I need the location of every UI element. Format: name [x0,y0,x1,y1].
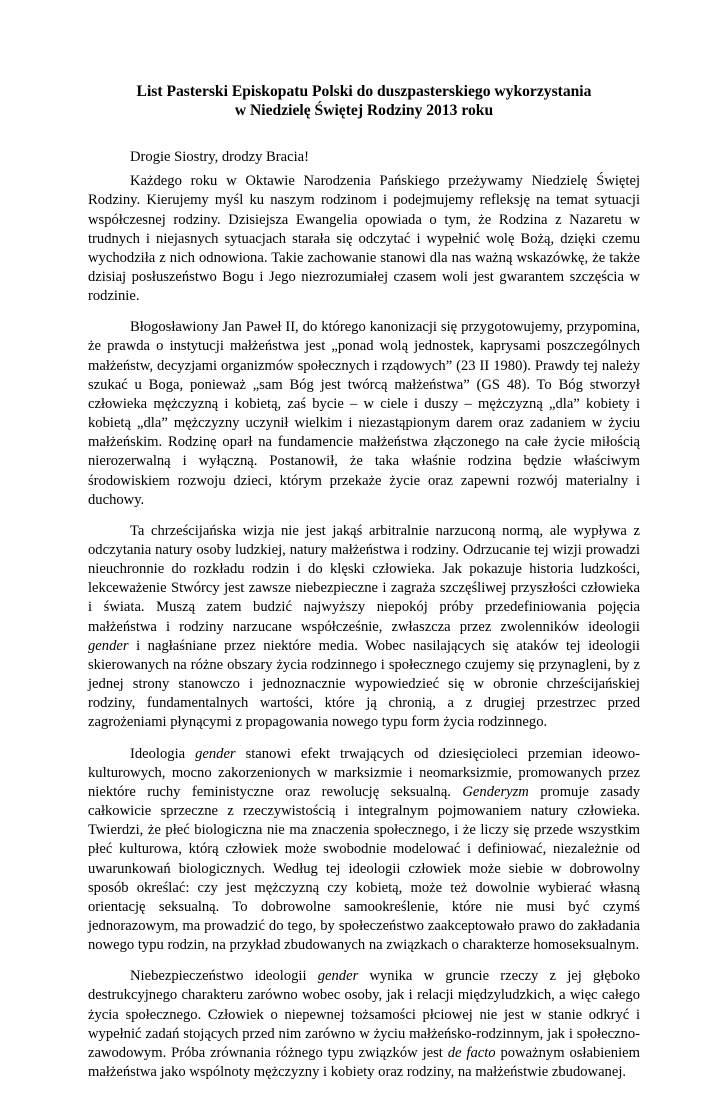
paragraph-4 [88,745,640,956]
paragraph-4-italic-2: Genderyzm [462,783,529,800]
paragraph-4-text-c: promuje zasady całkowicie sprzeczne z rzeczywistością i integralnym pojmowaniem natury człowieka. Twierdzi, że płeć biologiczna nie ma znaczenia społecznego, i że liczy się przede wszystkim płeć kulturowa, którą człowiek może swobodnie modelować i definiować, niezależnie od uwarunkowań biologicznych. Według tej ideologii człowiek może siebie w dobrowolny sposób określać: czy jest mężczyzną czy kobietą, może też dowolnie wybierać własną orientację seksualną. To dobrowolne samookreślenie, które nie musi być czymś jednorazowym, ma prowadzić do tego, by społeczeństwo zaakceptowało prawo do zakładania nowego typu rodzin, na przykład zbudowanych na związkach o charakterze homoseksualnym. [88,783,640,954]
title-line-1: List Pasterski Episkopatu Polski do duszpasterskiego wykorzystania [136,83,592,100]
paragraph-4-text-a: Ideologia [130,745,196,762]
paragraph-5-italic-2: de facto [447,1044,496,1061]
paragraph-5-text-c: poważnym osłabieniem małżeństwa jako wspólnoty mężczyzny i kobiety oraz rodziny, na małżeństwie zbudowanej. [88,1044,640,1081]
greeting: Drogie Siostry, drodzy Bracia! [130,149,309,165]
paragraph-5-italic-1: gender [317,968,359,985]
paragraph-3-text-a: Ta chrześcijańska wizja nie jest jakąś arbitralnie narzuconą normą, ale wypływa z odczytania natury osoby ludzkiej, natury małżeństwa i rodziny. Odrzucanie tej wizji prowadzi nieuchronnie do rozkładu rodzin i do klęski człowieka. Jak pokazuje historia ludzkości, lekceważenie Stwórcy jest zawsze niebezpieczne i zagraża szczęśliwej przyszłości człowieka i świata. Muszą zatem budzić najwyższy niepokój próby przedefiniowania pojęcia małżeństwa i rodziny narzucane współcześnie, zwłaszcza przez zwolenników ideologii [88,522,640,635]
paragraph-5 [88,967,640,1082]
paragraph-3-text-b: i nagłaśniane przez niektóre media. Wobec nasilających się ataków tej ideologii skierowanych na różne obszary życia rodzinnego i społecznego czujemy się przynagleni, by z jednej strony stanowczo i jednoznacznie wypowiedzieć się w obronie chrześcijańskiej rodziny, fundamentalnych wartości, które ją chronią, a z drugiej przestrzec przed zagrożeniami płynącymi z propagowania nowego typu form życia rodzinnego. [88,637,640,731]
paragraph-3-italic: gender [88,637,129,654]
letter-title [88,82,640,120]
paragraph-2: Błogosławiony Jan Paweł II, do którego kanonizacji się przygotowujemy, przypomina, że prawda o instytucji małżeństwa jest „ponad wolą jednostek, kaprysami poszczególnych małżeństw, decyzjami organizmów społecznych i rządowych” (23 II 1980). Prawdy tej należy szukać u Boga, ponieważ „sam Bóg jest twórcą małżeństwa” (GS 48). To Bóg stworzył człowieka mężczyzną i kobietą, zaś bycie – w ciele i duszy – mężczyzną „dla” kobiety i kobietą „dla” mężczyzny uczynił wielkim i niezastąpionym darem oraz zadaniem w życiu małżeńskim. Rodzinę oparł na fundamencie małżeństwa złączonego na całe życie miłością nierozerwalną i wyłączną. Postanowił, że taka właśnie rodzina będzie właściwym środowiskiem rozwoju dzieci, którym przekaże życie oraz zapewni rozwój materialny i duchowy. [88,319,640,508]
paragraph-5-text-b: wynika w gruncie rzeczy z jej głęboko destrukcyjnego charakteru zarówno wobec osoby, jak i relacji międzyludzkich, a więc całego życia społecznego. Człowiek o niepewnej tożsamości płciowej nie jest w stanie odkryć i wypełnić zadań stojących przed nim zarówno w życiu małżeńsko-rodzinnym, jak i społeczno-zawodowym. Próba zrównania różnego typu związków jest [88,968,640,1061]
letter-page [88,82,640,1094]
paragraph-4-text-b: stanowi efekt trwających od dziesięcioleci przemian ideowo-kulturowych, mocno zakorzenionych w marksizmie i neomarksizmie, promowanych przez niektóre ruchy feministyczne oraz rewolucję seksualną. [88,745,641,800]
title-line-2: w Niedzielę Świętej Rodziny 2013 roku [234,102,494,119]
paragraph-5-text-a: Niebezpieczeństwo ideologii [130,968,318,985]
paragraph-4-italic-1: gender [195,745,236,762]
paragraph-1: Każdego roku w Oktawie Narodzenia Pańskiego przeżywamy Niedzielę Świętej Rodziny. Kierujemy myśl ku naszym rodzinom i podejmujemy refleksję na temat sytuacji współczesnej rodziny. Dzisiejsza Ewangelia opowiada o tym, że Rodzina z Nazaretu w trudnych i niejasnych sytuacjach starała się odczytać i wypełnić wolę Bożą, dzięki czemu wychodziła z nich odnowiona. Takie zachowanie stanowi dla nas ważną wskazówkę, że także dzisiaj posłuszeństwo Bogu i Jego niezrozumiałej czasem woli jest gwarantem szczęścia w rodzinie. [88,173,640,305]
paragraph-3 [88,522,640,733]
